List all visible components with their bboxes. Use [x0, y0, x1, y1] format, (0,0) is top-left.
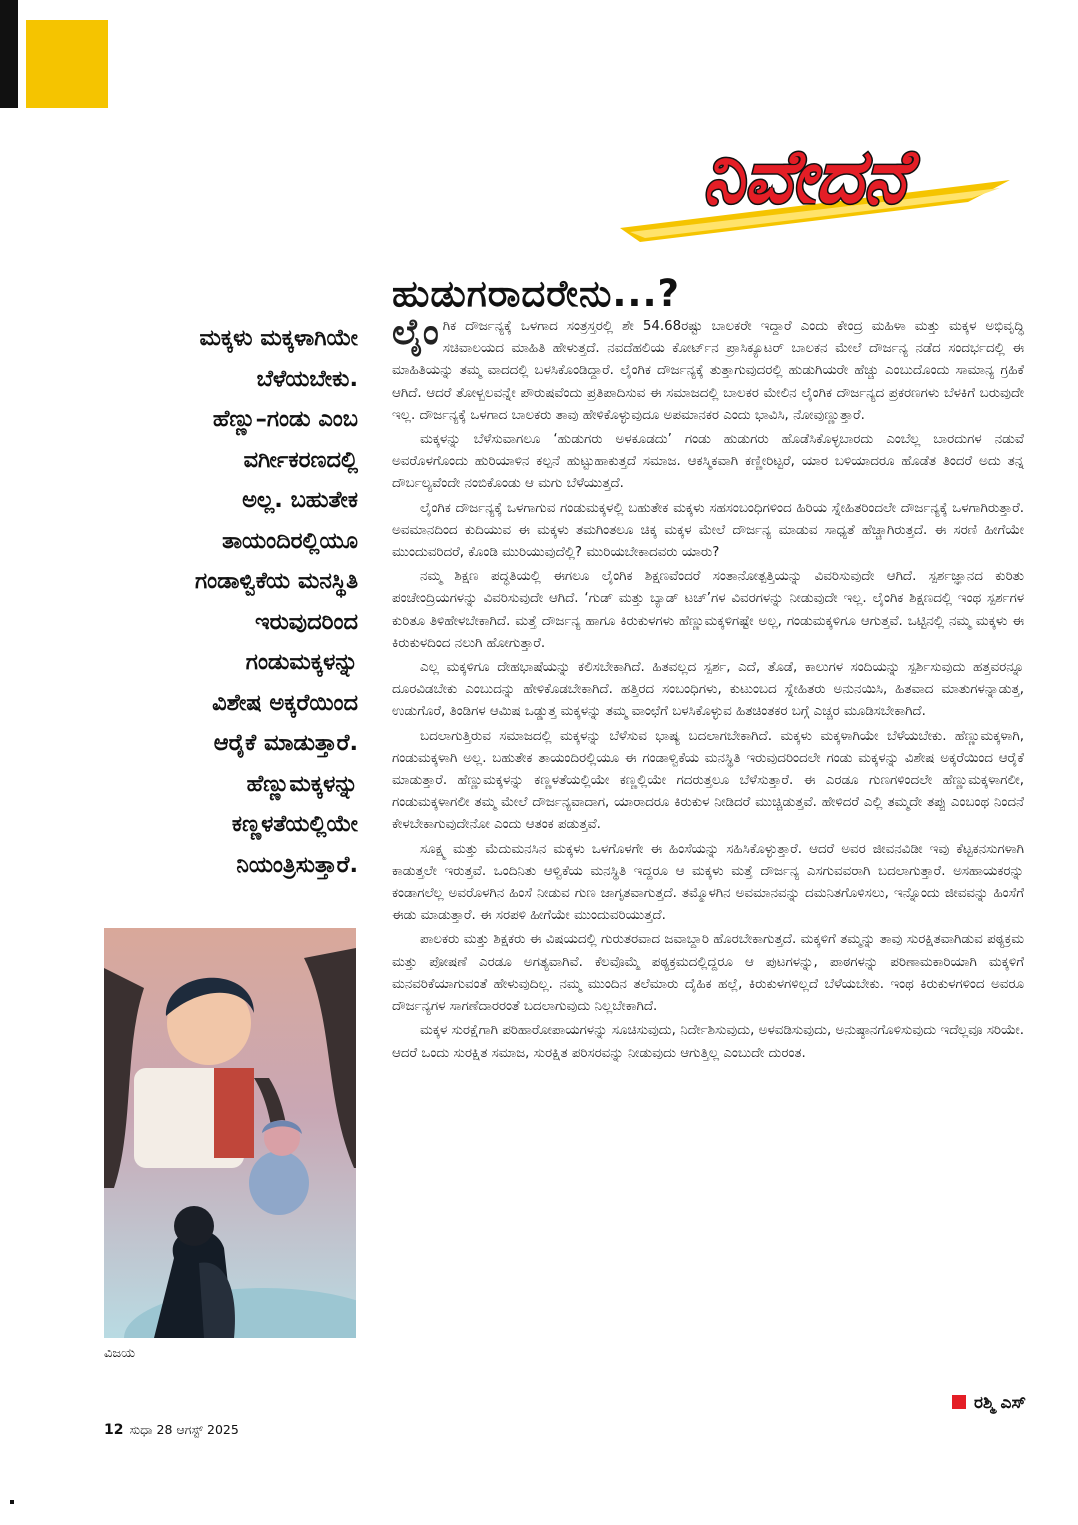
page-footer	[104, 1422, 239, 1438]
drop-cap: ಲೈಂ	[392, 312, 439, 353]
pull-quote-line: ವಿಶೇಷ ಅಕ್ಕರೆಯಿಂದ	[212, 689, 358, 716]
page-number: 12	[104, 1422, 124, 1438]
article-paragraph: ಬದಲಾಗುತ್ತಿರುವ ಸಮಾಜದಲ್ಲಿ ಮಕ್ಕಳನ್ನು ಬೆಳೆಸುವ ಭಾಷ್ಯ ಬದಲಾಗಬೇಕಾಗಿದೆ. ಮಕ್ಕಳು ಮಕ್ಕಳಾಗಿಯೇ ಬೆಳೆಯಬೇಕು. ಹೆಣ್ಣುಮಕ್ಕಳಾಗಿ, ಗಂಡುಮಕ್ಕಳಾಗಿ ಅಲ್ಲ. ಬಹುತೇಕ ತಾಯಂದಿರಲ್ಲಿಯೂ ಈ ಗಂಡಾಳ್ವಿಕೆಯ ಮನಸ್ಥಿತಿ ಇರುವುದರಿಂದಲೇ ಗಂಡು ಮಕ್ಕಳನ್ನು ವಿಶೇಷ ಅಕ್ಕರೆಯಿಂದ ಆರೈಕೆ ಮಾಡುತ್ತಾರೆ. ಹೆಣ್ಣುಮಕ್ಕಳನ್ನು ಕಣ್ಣಳತೆಯಲ್ಲಿಯೇ ಕಣ್ಣಲ್ಲಿಯೇ ಗದರುತ್ತಲೂ ಬೆಳೆಸುತ್ತಾರೆ. ಈ ಎರಡೂ ಗುಣಗಳಿಂದಲೇ ಹೆಣ್ಣುಮಕ್ಕಳಾಗಲೀ, ಗಂಡುಮಕ್ಕಳಾಗಲೀ ತಮ್ಮ ಮೇಲೆ ದೌರ್ಜನ್ಯವಾದಾಗ, ಯಾರಾದರೂ ಕಿರುಕುಳ ನೀಡಿದರೆ ಮುಚ್ಚಿಡುತ್ತವೆ. ಹೇಳಿದರೆ ಎಲ್ಲಿ ತಮ್ಮದೇ ತಪ್ಪು ಎಂಬಂಥ ನಿಂದನೆ ಕೇಳಬೇಕಾಗುವುದೇನೋ ಎಂದು ಆತಂಕ ಪಡುತ್ತವೆ.	[392, 728, 1024, 833]
pull-quote-line: ಗಂಡುಮಕ್ಕಳನ್ನು	[245, 649, 358, 675]
byline	[952, 1393, 1026, 1413]
pull-quote-line: ತಾಯಂದಿರಲ್ಲಿಯೂ	[222, 527, 358, 554]
article-paragraph: ಎಲ್ಲ ಮಕ್ಕಳಿಗೂ ದೇಹಭಾಷೆಯನ್ನು ಕಲಿಸಬೇಕಾಗಿದೆ. ಹಿತವಲ್ಲದ ಸ್ಪರ್ಶ, ಎದೆ, ತೊಡೆ, ಕಾಲುಗಳ ಸಂದಿಯನ್ನು ಸ್ಪರ್ಶಿಸುವುದು ಹತ್ತವರನ್ನೂ ದೂರವಿಡಬೇಕು ಎಂಬುದನ್ನು ಹೇಳಿಕೊಡಬೇಕಾಗಿದೆ. ಹತ್ತಿರದ ಸಂಬಂಧಿಗಳು, ಕುಟುಂಬದ ಸ್ನೇಹಿತರು ಅನುನಯಿಸಿ, ಹಿತವಾದ ಮಾತುಗಳನ್ನಾಡುತ್ತ, ಉಡುಗೊರೆ, ತಿಂಡಿಗಳ ಆಮಿಷ ಒಡ್ಡುತ್ತ ಮಕ್ಕಳನ್ನು ತಮ್ಮ ವಾಂಛೆಗೆ ಬಳಸಿಕೊಳ್ಳುವ ಹಿತಚಿಂತಕರ ಬಗ್ಗೆ ಎಚ್ಚರ ಮೂಡಿಸಬೇಕಾಗಿದೆ.	[392, 660, 1024, 720]
illustration-graphic	[104, 928, 356, 1338]
pull-quote-line: ಇರುವುದರಿಂದ	[255, 608, 358, 635]
brand-logo-graphic	[600, 110, 1030, 245]
pull-quote-line: ಆರೈಕೆ ಮಾಡುತ್ತಾರೆ.	[213, 730, 358, 756]
pull-quote-line: ಮಕ್ಕಳು ಮಕ್ಕಳಾಗಿಯೇ	[199, 325, 358, 351]
publication-dateline: ಸುಧಾ 28 ಆಗಸ್ಟ್ 2025	[129, 1422, 239, 1437]
article-illustration	[104, 928, 356, 1338]
headline: ಹುಡುಗರಾದರೇನು...?	[392, 272, 680, 315]
pull-quote-line: ಕಣ್ಣಳತೆಯಲ್ಲಿಯೇ	[231, 811, 358, 837]
article-paragraph: ಪಾಲಕರು ಮತ್ತು ಶಿಕ್ಷಕರು ಈ ವಿಷಯದಲ್ಲಿ ಗುರುತರವಾದ ಜವಾಬ್ದಾರಿ ಹೊರಬೇಕಾಗುತ್ತದೆ. ಮಕ್ಕಳಿಗೆ ತಮ್ಮನ್ನು ತಾವು ಸುರಕ್ಷಿತವಾಗಿಡುವ ಪಠ್ಯಕ್ರಮ ಮತ್ತು ಪೋಷಣೆ ಎರಡೂ ಅಗತ್ಯವಾಗಿವೆ. ಕೆಲವೊಮ್ಮೆ ಪಠ್ಯಕ್ರಮದಲ್ಲಿದ್ದರೂ ಆ ಪುಟಗಳನ್ನು, ಪಾಠಗಳನ್ನು ಪರಿಣಾಮಕಾರಿಯಾಗಿ ಮಕ್ಕಳಿಗೆ ಮನವರಿಕೆಯಾಗುವಂತೆ ಹೇಳುವುದಿಲ್ಲ. ನಮ್ಮ ಮುಂದಿನ ತಲೆಮಾರು ದೈಹಿಕ ಹಲ್ಲೆ, ಕಿರುಕುಳಗಳಿಲ್ಲದೆ ಬೆಳೆಯಬೇಕು. ಇಂಥ ಕಿರುಕುಳಗಳಿಂದ ಅವರೂ ದೌರ್ಜನ್ಯಗಳ ಸಾಗಣೆದಾರರಂತೆ ಬದಲಾಗುವುದು ನಿಲ್ಲಬೇಕಾಗಿದೆ.	[392, 932, 1024, 1015]
byline-square-icon	[952, 1395, 966, 1409]
pull-quote-line: ಗಂಡಾಳ್ವಿಕೆಯ ಮನಸ್ಥಿತಿ	[195, 568, 358, 594]
article-paragraph: ಲೈಂಗಿಕ ದೌರ್ಜನ್ಯಕ್ಕೆ ಒಳಗಾದ ಸಂತ್ರಸ್ತರಲ್ಲಿ ಶೇ 54.68ರಷ್ಟು ಬಾಲಕರೇ ಇದ್ದಾರೆ ಎಂದು ಕೇಂದ್ರ ಮಹಿಳಾ ಮತ್ತು ಮಕ್ಕಳ ಅಭಿವೃದ್ಧಿ ಸಚಿವಾಲಯದ ಮಾಹಿತಿ ಹೇಳುತ್ತದೆ. ನವದೆಹಲಿಯ ಕೋರ್ಟ್‌ನ ಪ್ರಾಸಿಕ್ಯೂಟರ್ ಬಾಲಕನ ಮೇಲೆ ದೌರ್ಜನ್ಯ ನಡೆದ ಸಂದರ್ಭದಲ್ಲಿ ಈ ಮಾಹಿತಿಯನ್ನು ತಮ್ಮ ವಾದದಲ್ಲಿ ಬಳಸಿಕೊಂಡಿದ್ದಾರೆ. ಲೈಂಗಿಕ ದೌರ್ಜನ್ಯಕ್ಕೆ ತುತ್ತಾಗುವುದರಲ್ಲಿ ಹುಡುಗಿಯರೇ ಹೆಚ್ಚು ಎಂಬುದೊಂದು ಸಾಮಾನ್ಯ ಗ್ರಹಿಕೆ ಆಗಿದೆ. ಆದರೆ ತೋಳ್ಬಲವನ್ನೇ ಪೌರುಷವೆಂದು ಪ್ರತಿಪಾದಿಸುವ ಈ ಸಮಾಜದಲ್ಲಿ ಬಾಲಕರ ಮೇಲಿನ ಲೈಂಗಿಕ ದೌರ್ಜನ್ಯದ ಪ್ರಕರಣಗಳು ಬೆಳಕಿಗೆ ಬರುವುದೇ ಇಲ್ಲ. ದೌರ್ಜನ್ಯಕ್ಕೆ ಒಳಗಾದ ಬಾಲಕರು ತಾವು ಹೇಳಿಕೊಳ್ಳುವುದೂ ಅಪಮಾನಕರ ಎಂದು ಭಾವಿಸಿ, ನೋವುಣ್ಣುತ್ತಾರೆ.	[392, 312, 1024, 423]
corner-black-bar	[0, 0, 18, 108]
article-paragraph: ಮಕ್ಕಳನ್ನು ಬೆಳೆಸುವಾಗಲೂ ‘ಹುಡುಗರು ಅಳಕೂಡದು’ ಗಂಡು ಹುಡುಗರು ಹೊಡೆಸಿಕೊಳ್ಳಬಾರದು ಎಂಬೆಲ್ಲ ಬಾರದುಗಳ ನಡುವೆ ಅವರೊಳಗೊಂದು ಹುರಿಯಾಳಿನ ಕಲ್ಪನೆ ಹುಟ್ಟುಹಾಕುತ್ತದೆ ಸಮಾಜ. ಆಕಸ್ಮಿಕವಾಗಿ ಕಣ್ಣೀರಿಟ್ಟರೆ, ಯಾರ ಬಳಿಯಾದರೂ ಹೊಡೆತ ತಿಂದರೆ ಅದು ತನ್ನ ದೌರ್ಬಲ್ಯವೆಂದೇ ನಂಬಿಕೊಂಡು ಆ ಮಗು ಬೆಳೆಯುತ್ತದೆ.	[392, 432, 1024, 492]
article-paragraph: ಮಕ್ಕಳ ಸುರಕ್ಷೆಗಾಗಿ ಪರಿಹಾರೋಪಾಯಗಳನ್ನು ಸೂಚಿಸುವುದು, ನಿರ್ದೇಶಿಸುವುದು, ಅಳವಡಿಸುವುದು, ಅನುಷ್ಠಾನಗೊಳಿಸುವುದು ಇದೆಲ್ಲವೂ ಸರಿಯೇ. ಆದರೆ ಒಂದು ಸುರಕ್ಷಿತ ಸಮಾಜ, ಸುರಕ್ಷಿತ ಪರಿಸರವನ್ನು ನೀಡುವುದು ಆಗುತ್ತಿಲ್ಲ ಎಂಬುದೇ ದುರಂತ.	[392, 1023, 1024, 1061]
pull-quote-line: ವರ್ಗೀಕರಣದಲ್ಲಿ	[243, 446, 358, 473]
article-body	[392, 312, 1024, 1067]
author-name: ರಶ್ಮಿ ಎಸ್	[974, 1393, 1026, 1413]
pull-quote-line: ನಿಯಂತ್ರಿಸುತ್ತಾರೆ.	[236, 851, 358, 878]
pull-quote	[108, 318, 358, 885]
corner-yellow-block	[26, 20, 108, 108]
brand-title: ನಿವೇದನೆ	[702, 134, 908, 220]
pull-quote-line: ಬೆಳೆಯಬೇಕು.	[256, 365, 358, 392]
section-brand-logo	[600, 110, 1030, 245]
pull-quote-line: ಹೆಣ್ಣುಮಕ್ಕಳನ್ನು	[246, 770, 358, 797]
illustration-caption: ವಿಜಯ	[104, 1346, 136, 1361]
article-paragraph: ಸೂಕ್ಷ್ಮ ಮತ್ತು ಮೆದುಮನಸಿನ ಮಕ್ಕಳು ಒಳಗೊಳಗೇ ಈ ಹಿಂಸೆಯನ್ನು ಸಹಿಸಿಕೊಳ್ಳುತ್ತಾರೆ. ಆದರೆ ಅವರ ಜೀವನವಿಡೀ ಇವು ಕೆಟ್ಟಕನಸುಗಳಾಗಿ ಕಾಡುತ್ತಲೇ ಇರುತ್ತವೆ. ಒಂದಿನಿತು ಆಳ್ವಿಕೆಯ ಮನಸ್ಥಿತಿ ಇದ್ದರೂ ಆ ಮಕ್ಕಳು ಮತ್ತೆ ದೌರ್ಜನ್ಯ ಎಸಗುವವರಾಗಿ ಬದಲಾಗುತ್ತಾರೆ. ಅಸಹಾಯಕರನ್ನು ಕಂಡಾಗಲೆಲ್ಲ ಅವರೊಳಗಿನ ಹಿಂಸೆ ನೀಡುವ ಗುಣ ಜಾಗೃತವಾಗುತ್ತದೆ. ತಮ್ಮೊಳಗಿನ ಅವಮಾನವನ್ನು ದಮನಿತಗೊಳಿಸಲು, ಇನ್ನೊಂದು ಜೀವವನ್ನು ಹಿಂಸೆಗೆ ಈಡು ಮಾಡುತ್ತಾರೆ. ಈ ಸರಪಳಿ ಹೀಗೆಯೇ ಮುಂದುವರಿಯುತ್ತದೆ.	[392, 841, 1024, 924]
pull-quote-line: ಹೆಣ್ಣು–ಗಂಡು ಎಂಬ	[212, 406, 358, 432]
crop-mark	[10, 1500, 14, 1504]
article-paragraph: ಲೈಂಗಿಕ ದೌರ್ಜನ್ಯಕ್ಕೆ ಒಳಗಾಗುವ ಗಂಡುಮಕ್ಕಳಲ್ಲಿ ಬಹುತೇಕ ಮಕ್ಕಳು ಸಹಸಂಬಂಧಿಗಳಿಂದ ಹಿರಿಯ ಸ್ನೇಹಿತರಿಂದಲೇ ದೌರ್ಜನ್ಯಕ್ಕೆ ಒಳಗಾಗಿರುತ್ತಾರೆ. ಅವಮಾನದಿಂದ ಕುದಿಯುವ ಈ ಮಕ್ಕಳು ತಮಗಿಂತಲೂ ಚಿಕ್ಕ ಮಕ್ಕಳ ಮೇಲೆ ದೌರ್ಜನ್ಯ ಮಾಡುವ ಸಾಧ್ಯತೆ ಹೆಚ್ಚಾಗಿರುತ್ತದೆ. ಈ ಸರಣಿ ಹೀಗೆಯೇ ಮುಂದುವರಿದರೆ, ಕೊಂಡಿ ಮುರಿಯುವುದೆಲ್ಲಿ? ಮುರಿಯಬೇಕಾದವರು ಯಾರು?	[392, 500, 1024, 561]
article-paragraph: ನಮ್ಮ ಶಿಕ್ಷಣ ಪದ್ಧತಿಯಲ್ಲಿ ಈಗಲೂ ಲೈಂಗಿಕ ಶಿಕ್ಷಣವೆಂದರೆ ಸಂತಾನೋತ್ಪತ್ತಿಯನ್ನು ವಿವರಿಸುವುದೇ ಆಗಿದೆ. ಸ್ಪರ್ಶಜ್ಞಾನದ ಕುರಿತು ಪಂಚೇಂದ್ರಿಯಗಳನ್ನು ವಿವರಿಸುವುದೇ ಆಗಿದೆ. ‘ಗುಡ್ ಮತ್ತು ಬ್ಯಾಡ್ ಟಚ್’ಗಳ ವಿವರಗಳನ್ನು ನೀಡುವುದೇ ಇಲ್ಲ. ಲೈಂಗಿಕ ಶಿಕ್ಷಣದಲ್ಲಿ ಇಂಥ ಸ್ಪರ್ಶಗಳ ಕುರಿತೂ ತಿಳಿಹೇಳಬೇಕಾಗಿದೆ. ಮತ್ತೆ ದೌರ್ಜನ್ಯ ಹಾಗೂ ಕಿರುಕುಳಗಳು ಹೆಣ್ಣುಮಕ್ಕಳಿಗಷ್ಟೇ ಅಲ್ಲ, ಗಂಡುಮಕ್ಕಳಿಗೂ ಆಗುತ್ತವೆ. ಒಟ್ಟಿನಲ್ಲಿ ನಮ್ಮ ಮಕ್ಕಳು ಈ ಕಿರುಕುಳದಿಂದ ನಲುಗಿ ಹೋಗುತ್ತಾರೆ.	[392, 569, 1024, 651]
pull-quote-line: ಅಲ್ಲ. ಬಹುತೇಕ	[242, 487, 358, 513]
